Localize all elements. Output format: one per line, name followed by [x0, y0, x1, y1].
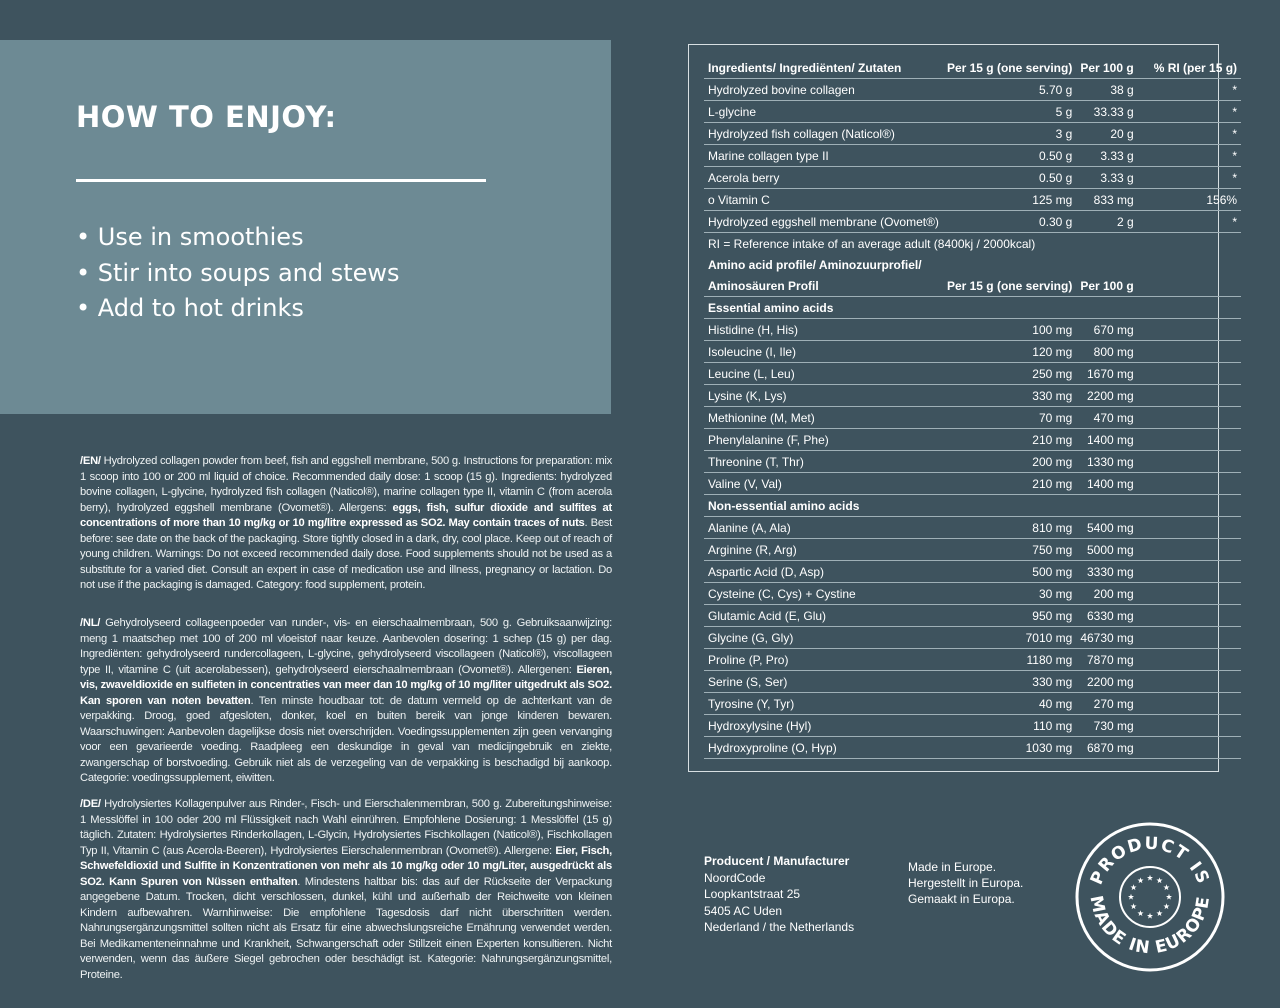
per-serving-value: 30 mg — [943, 583, 1076, 605]
made-in-europe-badge — [1075, 822, 1225, 972]
ingredient-name: o Vitamin C — [704, 189, 943, 211]
description-de — [80, 797, 612, 983]
ingredient-name: Marine collagen type II — [704, 145, 943, 167]
amino-row — [704, 649, 1241, 671]
ingredient-name: L-glycine — [704, 101, 943, 123]
amino-name: Lysine (K, Lys) — [704, 385, 943, 407]
per-100g-value: 33.33 g — [1076, 101, 1149, 123]
badge-top-text: PRODUCT IS — [1086, 833, 1214, 888]
badge-bottom-text: MADE IN EUROPE — [1085, 893, 1215, 959]
empty-cell — [1150, 275, 1241, 297]
amino-header-title: Aminosäuren Profil — [704, 275, 943, 297]
star-icon — [1163, 884, 1169, 890]
per-serving-value: 70 mg — [943, 407, 1076, 429]
empty-cell — [1150, 451, 1241, 473]
amino-header-title: Amino acid profile/ Aminozuurprofiel/ — [708, 257, 922, 272]
empty-cell — [1150, 693, 1241, 715]
per-100g-value: 833 mg — [1076, 189, 1149, 211]
amino-name: Leucine (L, Leu) — [704, 363, 943, 385]
allergens-bold: Eier, Fisch, Schwefeldioxid und Sulfite in Konzentrationen von mehr als 10 mg/kg oder 10 mg/Liter, ausgedrückt als SO2. Kann Spuren von Nüssen enthalten — [80, 844, 612, 888]
ri-value: * — [1150, 167, 1241, 189]
amino-header-row — [704, 275, 1241, 297]
manufacturer-heading: Producent / Manufacturer — [704, 854, 850, 868]
star-icon — [1156, 910, 1162, 916]
empty-cell — [1150, 605, 1241, 627]
amino-name: Tyrosine (Y, Tyr) — [704, 693, 943, 715]
per-serving-value: 330 mg — [943, 385, 1076, 407]
empty-cell — [1150, 539, 1241, 561]
ingredient-row — [704, 101, 1241, 123]
amino-row — [704, 363, 1241, 385]
amino-row — [704, 473, 1241, 495]
amino-name: Hydroxyproline (O, Hyp) — [704, 737, 943, 759]
ri-value: * — [1150, 101, 1241, 123]
per-100g-value: 2200 mg — [1076, 385, 1149, 407]
per-100g-value: 470 mg — [1076, 407, 1149, 429]
amino-name: Isoleucine (I, Ile) — [704, 341, 943, 363]
per-100g-value: 46730 mg — [1076, 627, 1149, 649]
made-in-line: Gemaakt in Europa. — [908, 892, 1015, 906]
amino-name: Glycine (G, Gly) — [704, 627, 943, 649]
star-icon — [1163, 903, 1169, 909]
usage-list — [76, 220, 400, 327]
eu-stars-icon — [1128, 875, 1172, 919]
empty-cell — [1150, 407, 1241, 429]
description-text: Hydrolyzed collagen powder from beef, fish and eggshell membrane, 500 g. Instructions for preparation: mix 1 scoop into 100 or 200 ml liquid of choice. Recommended daily dose: 1 scoop (15 g). Ingredients: hydrolyzed bovine collagen, L-glycine, hydrolyzed fish collagen (Naticol®), marine collagen type II, vitamin C (from acerola berry), hydrolyzed eggshell membrane (Ovomet®). Allergens: — [80, 455, 612, 514]
how-to-enjoy-title: HOW TO ENJOY: — [76, 100, 337, 134]
header-per-serving: Per 15 g (one serving) — [943, 275, 1076, 297]
empty-cell — [1150, 319, 1241, 341]
section-title: Non-essential amino acids — [704, 495, 1241, 517]
per-100g-value: 20 g — [1076, 123, 1149, 145]
per-serving-value: 210 mg — [943, 473, 1076, 495]
per-100g-value: 1400 mg — [1076, 473, 1149, 495]
per-serving-value: 210 mg — [943, 429, 1076, 451]
per-100g-value: 6870 mg — [1076, 737, 1149, 759]
amino-row — [704, 407, 1241, 429]
lang-tag-nl: /NL/ — [80, 617, 101, 629]
per-serving-value: 250 mg — [943, 363, 1076, 385]
per-100g-value: 730 mg — [1076, 715, 1149, 737]
title-divider — [76, 179, 486, 182]
per-100g-value: 3.33 g — [1076, 167, 1149, 189]
per-serving-value: 100 mg — [943, 319, 1076, 341]
made-in-line: Hergestellt in Europa. — [908, 876, 1024, 890]
description-text: . Mindestens haltbar bis: das auf der Rückseite der Verpackung angegebene Datum. Trocken, dicht verschlossen, dunkel, kühl und außerhalb der Reichweite von kleinen Kindern aufbewahren. Warnhinweise: Die empfohlene Tagesdosis darf nicht überschritten werden. Nahrungsergänzungsmittel sollten nicht als Ersatz für eine abwechslungsreiche Ernährung verwendet werden. Bei Medikamenteneinnahme und Krankheit, Schwangerschaft oder Stillzeit einen Experten konsultieren. Nicht verwenden, wenn das äußere Siegel gebrochen oder beschädigt ist. Kategorie: Nahrungsergänzungsmittel, Proteine. — [80, 875, 612, 981]
ri-value: 156% — [1150, 189, 1241, 211]
ingredients-header-row — [704, 57, 1241, 79]
per-100g-value: 1330 mg — [1076, 451, 1149, 473]
amino-name: Arginine (R, Arg) — [704, 539, 943, 561]
amino-name: Glutamic Acid (E, Glu) — [704, 605, 943, 627]
per-100g-value: 1670 mg — [1076, 363, 1149, 385]
per-serving-value: 125 mg — [943, 189, 1076, 211]
amino-row — [704, 429, 1241, 451]
ri-value: * — [1150, 145, 1241, 167]
empty-cell — [1150, 341, 1241, 363]
per-100g-value: 7870 mg — [1076, 649, 1149, 671]
amino-name: Histidine (H, His) — [704, 319, 943, 341]
amino-name: Proline (P, Pro) — [704, 649, 943, 671]
per-100g-value: 1400 mg — [1076, 429, 1149, 451]
empty-cell — [1150, 627, 1241, 649]
usage-item: • Add to hot drinks — [76, 294, 304, 322]
amino-row — [704, 539, 1241, 561]
header-per-100g: Per 100 g — [1076, 275, 1149, 297]
per-serving-value: 1030 mg — [943, 737, 1076, 759]
ingredient-row — [704, 167, 1241, 189]
amino-row — [704, 737, 1241, 759]
amino-header-row — [704, 254, 1241, 275]
ingredient-name: Acerola berry — [704, 167, 943, 189]
amino-name: Serine (S, Ser) — [704, 671, 943, 693]
empty-cell — [1150, 473, 1241, 495]
per-100g-value: 5400 mg — [1076, 517, 1149, 539]
per-100g-value: 200 mg — [1076, 583, 1149, 605]
per-100g-value: 800 mg — [1076, 341, 1149, 363]
ingredient-row — [704, 145, 1241, 167]
amino-row — [704, 341, 1241, 363]
ingredient-name: Hydrolyzed fish collagen (Naticol®) — [704, 123, 943, 145]
per-serving-value: 40 mg — [943, 693, 1076, 715]
amino-row — [704, 517, 1241, 539]
amino-row — [704, 627, 1241, 649]
per-serving-value: 750 mg — [943, 539, 1076, 561]
description-text: . Best before: see date on the back of the packaging. Store tightly closed in a dark, dry, cool place. Keep out of reach of young children. Warnings: Do not exceed recommended daily dose. Food supplements should not be used as a substitute for a varied diet. Consult an expert in case of medication use and illness, pregnancy or lactation. Do not use if the packaging is damaged. Category: food supplement, protein. — [80, 517, 613, 591]
header-ri: % RI (per 15 g) — [1150, 57, 1241, 79]
description-text: Hydrolysiertes Kollagenpulver aus Rinder-, Fisch- und Eierschalenmembran, 500 g. Zubereitungshinweise: 1 Messlöffel in 100 oder 200 ml Flüssigkeit nach Wahl einrühren. Empfohlene Dosierung: 1 Messlöffel (15 g) täglich. Zutaten: Hydrolysiertes Rinderkollagen, L-Glycin, Hydrolysiertes Fischkollagen (Naticol®), Fischkollagen Typ II, Vitamin C (aus Acerola-Beeren), Hydrolysiertes Eierschalenmembran (Ovomet®). Allergene: — [80, 798, 612, 857]
ri-value: * — [1150, 211, 1241, 233]
per-serving-value: 5 g — [943, 101, 1076, 123]
per-serving-value: 110 mg — [943, 715, 1076, 737]
empty-cell — [1150, 429, 1241, 451]
nutrition-table — [704, 57, 1241, 759]
ingredient-row — [704, 211, 1241, 233]
manufacturer-line: NoordCode — [704, 870, 766, 885]
amino-name: Aspartic Acid (D, Asp) — [704, 561, 943, 583]
amino-row — [704, 385, 1241, 407]
ri-note-row — [704, 233, 1241, 255]
empty-cell — [1150, 385, 1241, 407]
allergens-bold: Eieren, vis, zwaveldioxide en sulfieten in concentraties van meer dan 10 mg/kg of 10 mg/liter uitgedrukt als SO2. Kan sporen van noten bevatten — [80, 663, 612, 707]
per-serving-value: 810 mg — [943, 517, 1076, 539]
empty-cell — [1150, 649, 1241, 671]
ri-value: * — [1150, 79, 1241, 101]
allergens-bold: eggs, fish, sulfur dioxide and sulfites at concentrations of more than 10 mg/kg or 10 mg/litre expressed as SO2. May contain traces of nuts — [80, 501, 612, 529]
usage-item: • Use in smoothies — [76, 223, 304, 251]
empty-cell — [1150, 583, 1241, 605]
empty-cell — [1150, 671, 1241, 693]
amino-name: Alanine (A, Ala) — [704, 517, 943, 539]
star-icon — [1137, 877, 1143, 883]
header-per-100g: Per 100 g — [1076, 57, 1149, 79]
ingredient-row — [704, 123, 1241, 145]
header-ingredients: Ingredients/ Ingrediënten/ Zutaten — [704, 57, 943, 79]
star-icon — [1166, 894, 1172, 900]
star-icon — [1156, 877, 1162, 883]
per-serving-value: 200 mg — [943, 451, 1076, 473]
manufacturer-block — [704, 853, 854, 936]
usage-item: • Stir into soups and stews — [76, 258, 400, 287]
per-serving-value: 0.30 g — [943, 211, 1076, 233]
ri-note: RI = Reference intake of an average adult (8400kj / 2000kcal) — [708, 236, 1036, 251]
per-serving-value: 0.50 g — [943, 167, 1076, 189]
amino-name: Phenylalanine (F, Phe) — [704, 429, 943, 451]
nonessential-section-row — [704, 495, 1241, 517]
amino-row — [704, 605, 1241, 627]
essential-section-row — [704, 297, 1241, 319]
per-100g-value: 670 mg — [1076, 319, 1149, 341]
star-icon — [1128, 894, 1134, 900]
manufacturer-line: Loopkantstraat 25 — [704, 887, 801, 901]
amino-row — [704, 715, 1241, 737]
description-text: Gehydrolyseerd collageenpoeder van runder-, vis- en eierschaalmembraan, 500 g. Gebruiksaanwijzing: meng 1 maatschep met 100 of 200 ml vloeistof naar keuze. Aanbevolen dosering: 1 schep (15 g) per dag. Ingrediënten: gehydrolyseerd rundercollageen, L-glycine, gehydrolyseerd viscollageen (Naticol®), viscollageen type II, vitamine C (uit acerolabessen), gehydrolyseerd eierschaalmembraan (Ovomet®). Allergenen: — [80, 617, 612, 676]
per-100g-value: 38 g — [1076, 79, 1149, 101]
per-serving-value: 7010 mg — [943, 627, 1076, 649]
description-text: . Ten minste houdbaar tot: de datum vermeld op de achterkant van de verpakking. Droog, goed afgesloten, donker, koel en buiten bereik van jonge kinderen bewaren. Waarschuwingen: Aanbevolen dagelijkse dosis niet overschrijden. Voedingssupplementen zijn geen vervanging voor een gevarieerde voeding. Raadpleeg een deskundige in geval van medicijngebruik en ziekte, zwangerschap of borstvoeding. Gebruik niet als de verzegeling van de verpakking is beschadigd bij aankoop. Categorie: voedingssupplement, eiwitten. — [80, 694, 612, 784]
per-serving-value: 3 g — [943, 123, 1076, 145]
per-serving-value: 0.50 g — [943, 145, 1076, 167]
empty-cell — [1150, 715, 1241, 737]
made-in-line: Made in Europe. — [908, 860, 997, 874]
star-icon — [1147, 875, 1153, 881]
per-100g-value: 2 g — [1076, 211, 1149, 233]
amino-name: Threonine (T, Thr) — [704, 451, 943, 473]
per-serving-value: 500 mg — [943, 561, 1076, 583]
per-100g-value: 3330 mg — [1076, 561, 1149, 583]
manufacturer-line: 5405 AC Uden — [704, 903, 783, 918]
star-icon — [1137, 910, 1143, 916]
per-100g-value: 6330 mg — [1076, 605, 1149, 627]
amino-name: Cysteine (C, Cys) + Cystine — [704, 583, 943, 605]
lang-tag-de: /DE/ — [80, 798, 101, 810]
amino-row — [704, 561, 1241, 583]
made-in-block — [908, 859, 1023, 907]
per-100g-value: 2200 mg — [1076, 671, 1149, 693]
lang-tag-en: /EN/ — [80, 455, 101, 467]
per-serving-value: 1180 mg — [943, 649, 1076, 671]
amino-row — [704, 671, 1241, 693]
ingredient-row — [704, 79, 1241, 101]
amino-row — [704, 319, 1241, 341]
amino-name: Hydroxylysine (Hyl) — [704, 715, 943, 737]
amino-row — [704, 693, 1241, 715]
empty-cell — [1150, 363, 1241, 385]
ingredient-name: Hydrolyzed bovine collagen — [704, 79, 943, 101]
per-100g-value: 5000 mg — [1076, 539, 1149, 561]
section-title: Essential amino acids — [704, 297, 1241, 319]
ingredient-row — [704, 189, 1241, 211]
empty-cell — [1150, 561, 1241, 583]
amino-row — [704, 451, 1241, 473]
per-100g-value: 3.33 g — [1076, 145, 1149, 167]
per-100g-value: 270 mg — [1076, 693, 1149, 715]
description-en — [80, 454, 612, 594]
per-serving-value: 330 mg — [943, 671, 1076, 693]
ri-value: * — [1150, 123, 1241, 145]
per-serving-value: 5.70 g — [943, 79, 1076, 101]
empty-cell — [1150, 737, 1241, 759]
ingredient-name: Hydrolyzed eggshell membrane (Ovomet®) — [704, 211, 943, 233]
amino-name: Valine (V, Val) — [704, 473, 943, 495]
description-nl — [80, 616, 612, 787]
star-icon — [1131, 903, 1137, 909]
per-serving-value: 120 mg — [943, 341, 1076, 363]
per-serving-value: 950 mg — [943, 605, 1076, 627]
manufacturer-line: Nederland / the Netherlands — [704, 920, 855, 934]
amino-row — [704, 583, 1241, 605]
empty-cell — [1150, 517, 1241, 539]
star-icon — [1131, 884, 1137, 890]
star-icon — [1147, 913, 1153, 919]
header-per-serving: Per 15 g (one serving) — [943, 57, 1076, 79]
amino-name: Methionine (M, Met) — [704, 407, 943, 429]
